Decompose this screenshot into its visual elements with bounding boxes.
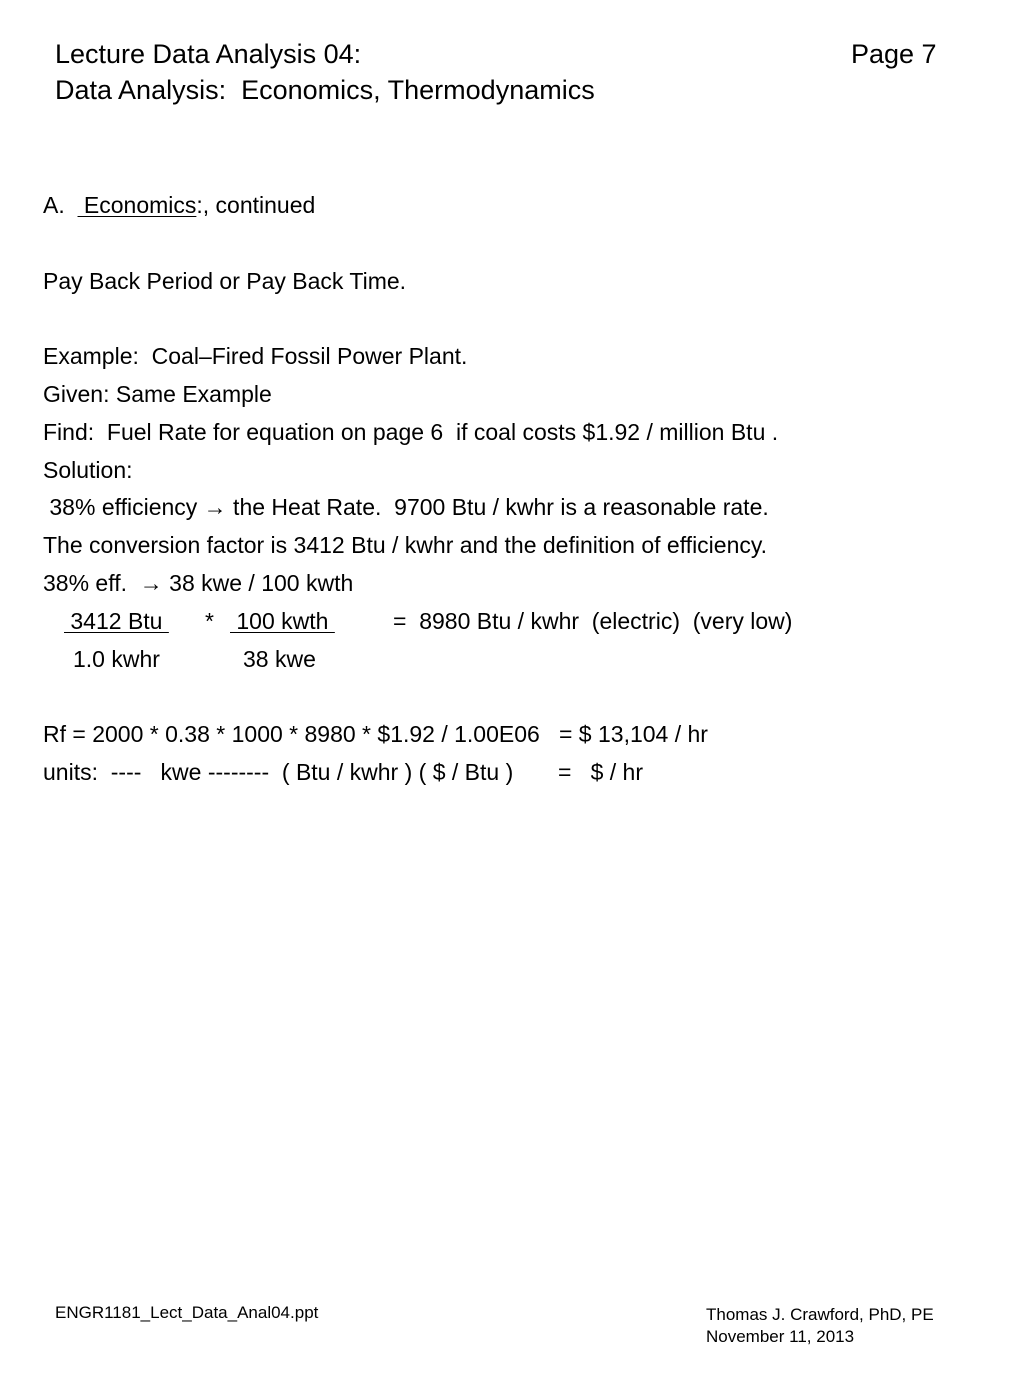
units-line: units: ---- kwe -------- ( Btu / kwhr ) ( $ / Btu ) = $ / hr xyxy=(43,759,643,785)
footer-filename: ENGR1181_Lect_Data_Anal04.ppt xyxy=(55,1303,319,1322)
footer-author: Thomas J. Crawford, PhD, PE xyxy=(706,1305,934,1324)
fraction2-numerator: 100 kwth xyxy=(230,608,335,634)
header-title-line1: Lecture Data Analysis 04: xyxy=(55,39,362,69)
given-line: Given: Same Example xyxy=(43,381,272,407)
section-title: Economics xyxy=(77,192,197,218)
section-heading xyxy=(43,191,315,219)
section-prefix: A. xyxy=(43,192,78,218)
page-number: Page 7 xyxy=(851,39,937,69)
fraction1-denominator: 1.0 kwhr xyxy=(73,646,160,672)
multiply-sign: * xyxy=(205,608,214,634)
fraction-result: = 8980 Btu / kwhr (electric) (very low) xyxy=(393,608,793,634)
find-line: Find: Fuel Rate for equation on page 6 if coal costs $1.92 / million Btu . xyxy=(43,419,779,445)
fraction1-numerator: 3412 Btu xyxy=(64,608,169,634)
efficiency-line xyxy=(43,493,769,521)
footer-date: November 11, 2013 xyxy=(706,1327,855,1346)
example-line: Example: Coal–Fired Fossil Power Plant. xyxy=(43,343,468,369)
header-title-line2: Data Analysis: Economics, Thermodynamics xyxy=(55,75,595,105)
efficiency2-text-a: 38% eff. xyxy=(43,570,140,596)
solution-label: Solution: xyxy=(43,457,133,483)
conversion-line: The conversion factor is 3412 Btu / kwhr and the definition of efficiency. xyxy=(43,532,768,558)
efficiency-text-b: the Heat Rate. 9700 Btu / kwhr is a reasonable rate. xyxy=(226,494,769,520)
arrow-right-icon: → xyxy=(139,570,163,596)
payback-line: Pay Back Period or Pay Back Time. xyxy=(43,268,407,294)
rf-equation: Rf = 2000 * 0.38 * 1000 * 8980 * $1.92 / 1.00E06 = $ 13,104 / hr xyxy=(43,721,708,747)
fraction2-denominator: 38 kwe xyxy=(243,646,316,672)
efficiency2-line xyxy=(43,569,353,597)
section-suffix: :, continued xyxy=(196,192,316,218)
arrow-right-icon: → xyxy=(203,494,227,520)
efficiency2-text-b: 38 kwe / 100 kwth xyxy=(162,570,354,596)
efficiency-text-a: 38% efficiency xyxy=(43,494,204,520)
